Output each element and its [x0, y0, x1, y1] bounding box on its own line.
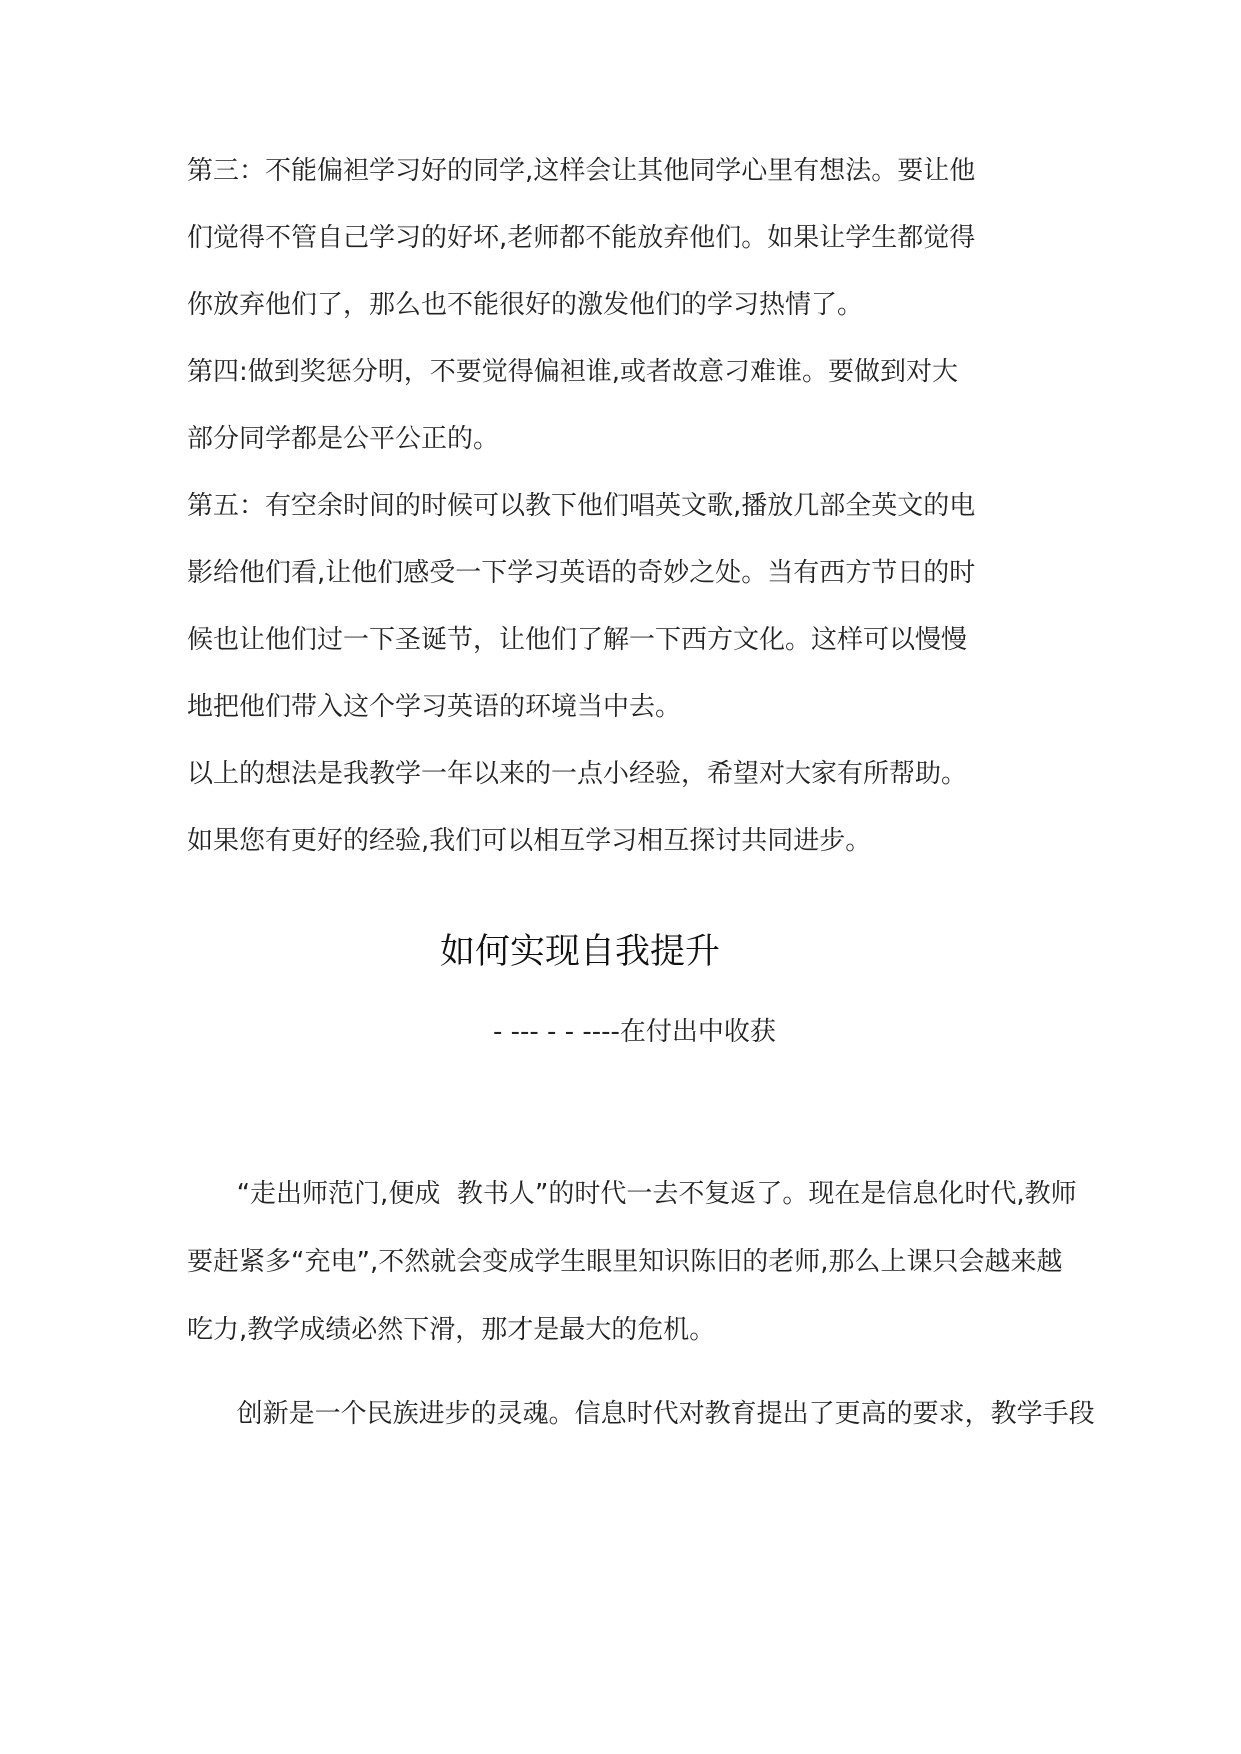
body-text-line: 你放弃他们了，那么也不能很好的激发他们的学习热情了。: [187, 290, 864, 320]
body-text-line: 影给他们看,让他们感受一下学习英语的奇妙之处。当有西方节日的时: [187, 558, 976, 588]
paragraph-line: “走出师范门,便成 教书人”的时代一去不复返了。现在是信息化时代,教师: [187, 1179, 1077, 1209]
body-text-line: 如果您有更好的经验,我们可以相互学习相互探讨共同进步。: [187, 826, 872, 856]
body-text-line: 部分同学都是公平公正的。: [187, 424, 500, 454]
body-text-line: 第四:做到奖惩分明，不要觉得偏袒谁,或者故意刁难谁。要做到对大: [187, 357, 959, 387]
article-subtitle: - --- - - ----在付出中收获: [493, 1017, 776, 1047]
paragraph-line: 要赶紧多“充电”,不然就会变成学生眼里知识陈旧的老师,那么上课只会越来越: [187, 1247, 1063, 1277]
article-title: 如何实现自我提升: [439, 932, 720, 972]
paragraph-line: 创新是一个民族进步的灵魂。信息时代对教育提出了更高的要求，教学手段: [187, 1399, 1095, 1429]
body-text-line: 候也让他们过一下圣诞节，让他们了解一下西方文化。这样可以慢慢: [187, 625, 968, 655]
body-text-line: 第三：不能偏袒学习好的同学,这样会让其他同学心里有想法。要让他: [187, 156, 976, 186]
body-text-line: 们觉得不管自己学习的好坏,老师都不能放弃他们。如果让学生都觉得: [187, 223, 976, 253]
body-text-line: 以上的想法是我教学一年以来的一点小经验，希望对大家有所帮助。: [187, 759, 968, 789]
body-text-line: 第五：有空余时间的时候可以教下他们唱英文歌,播放几部全英文的电: [187, 491, 976, 521]
body-text-line: 地把他们带入这个学习英语的环境当中去。: [187, 692, 682, 722]
paragraph-line: 吃力,教学成绩必然下滑，那才是最大的危机。: [187, 1315, 716, 1345]
